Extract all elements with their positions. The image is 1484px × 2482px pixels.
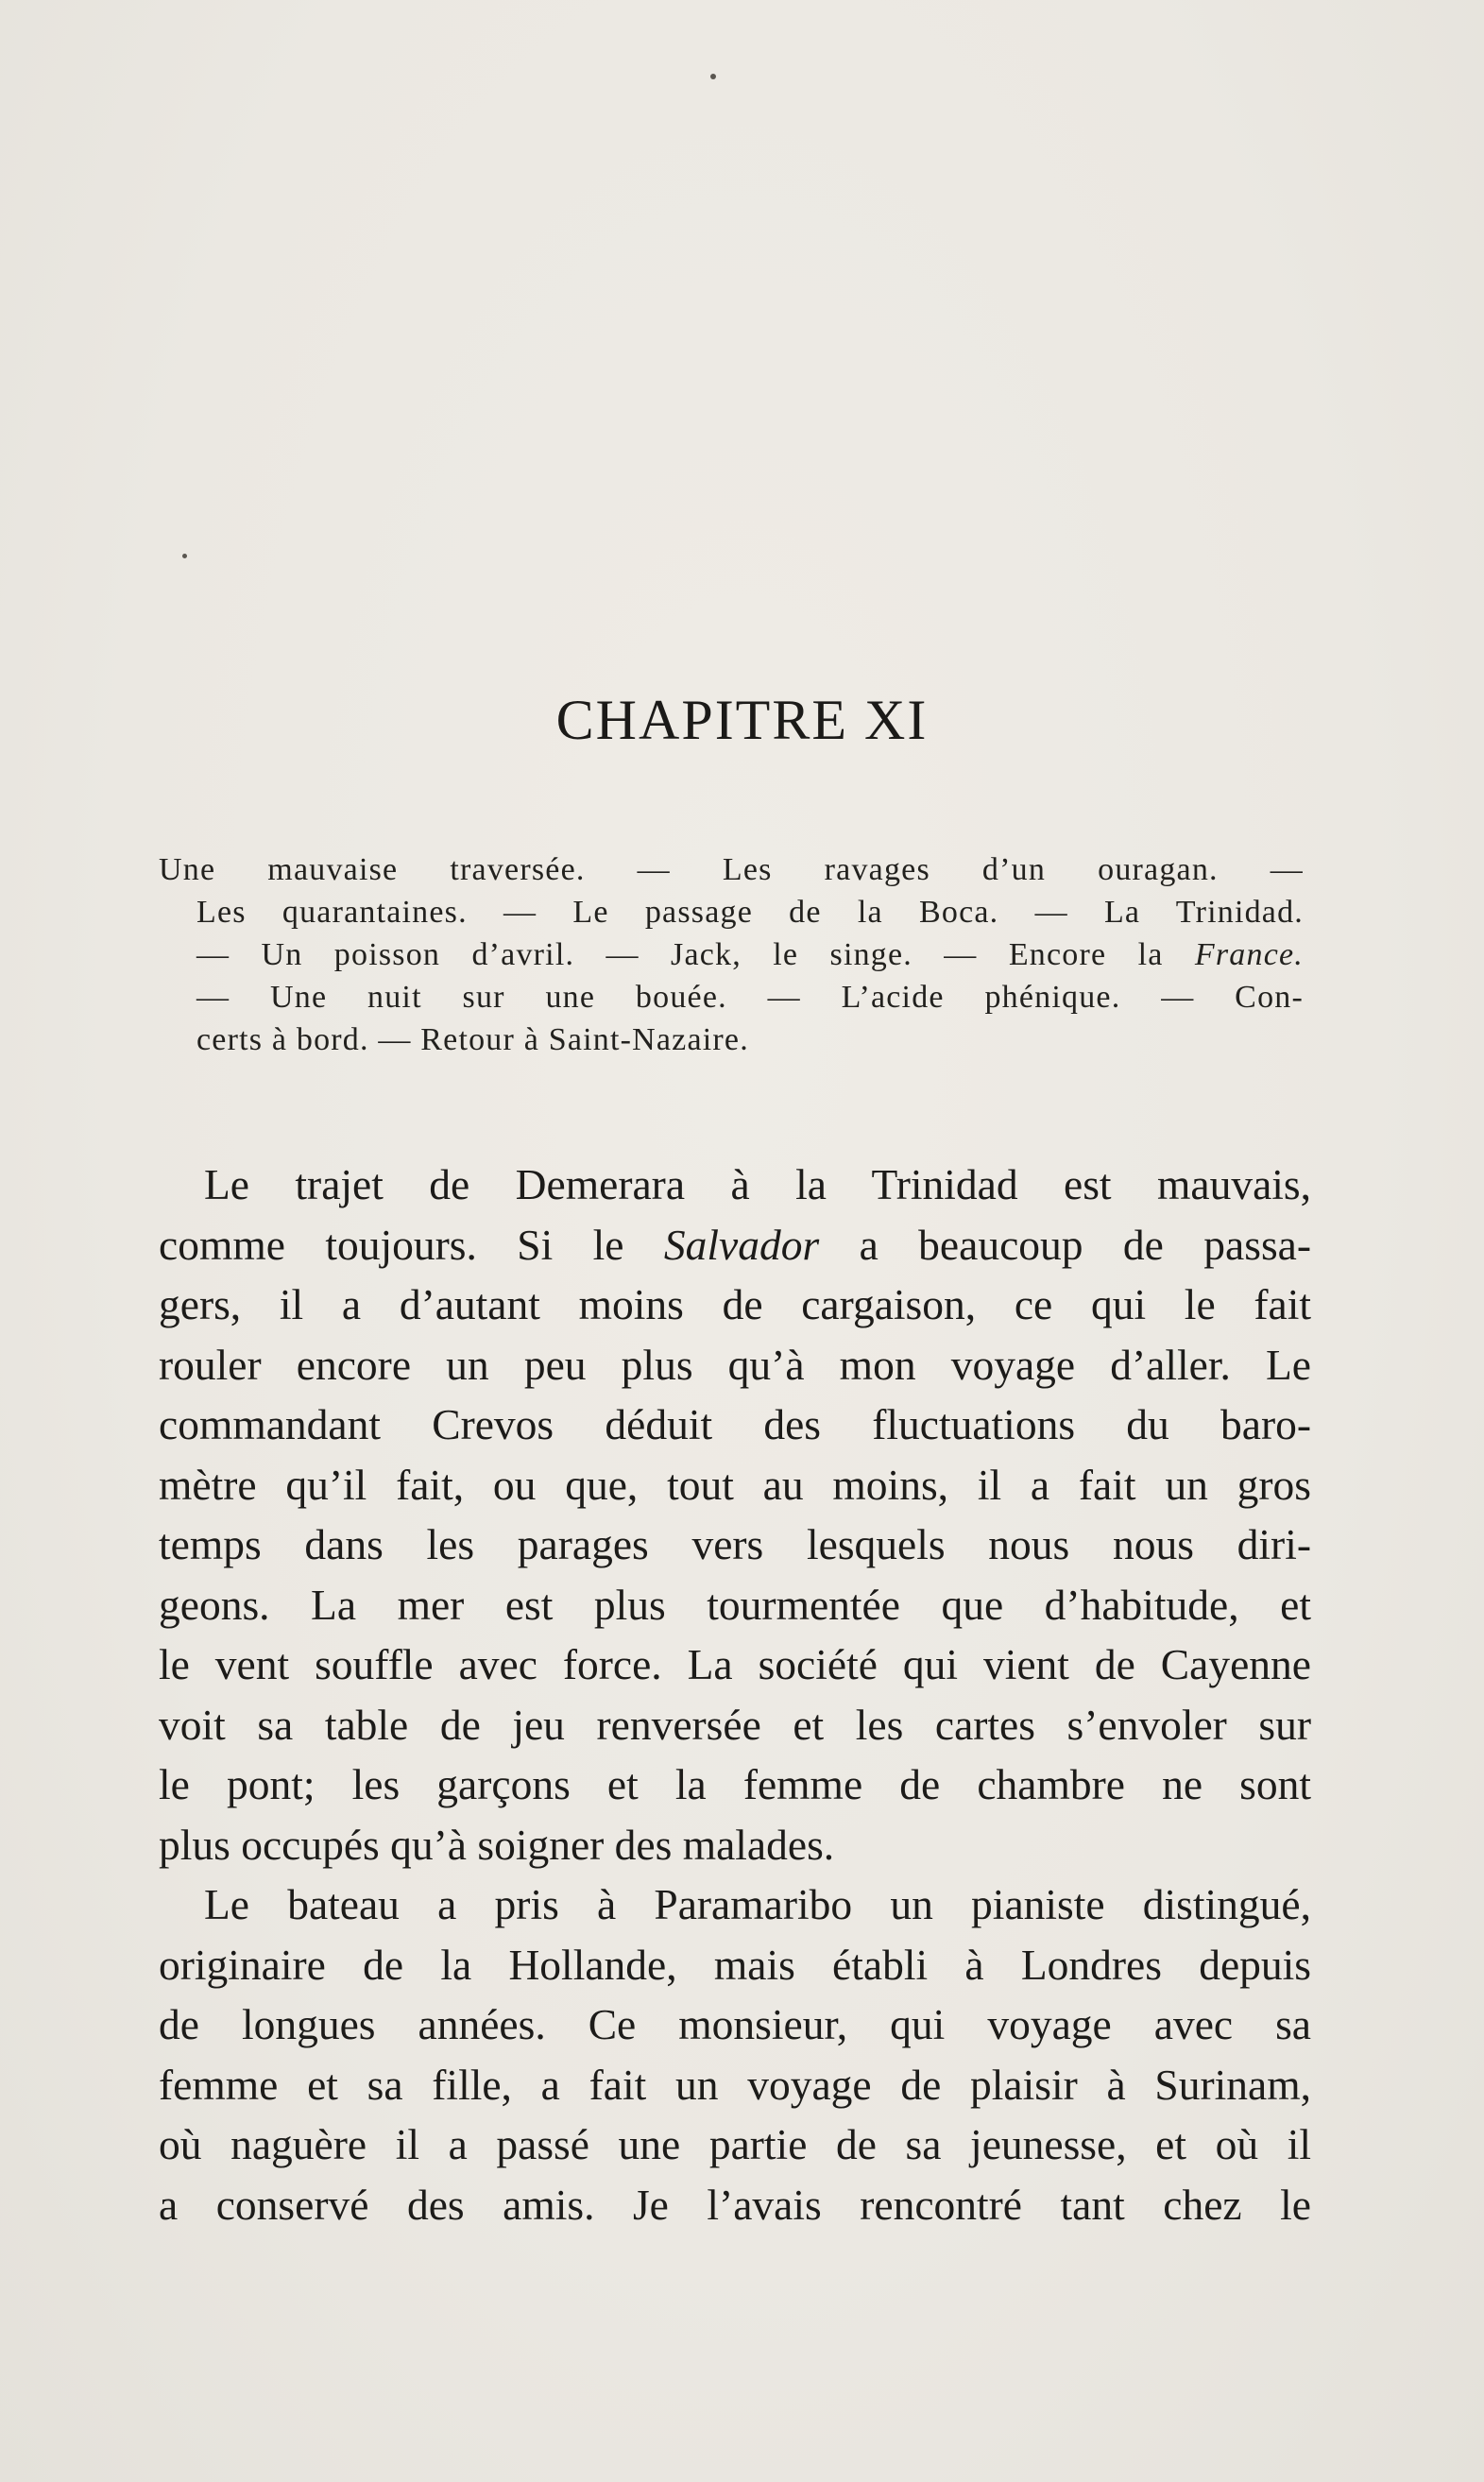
body-line: Le bateau a pris à Paramaribo un pianiste distingué,	[204, 1880, 1311, 1928]
summary-line: certs à bord. — Retour à Saint-Nazaire.	[196, 1022, 749, 1057]
ink-speck	[710, 74, 716, 79]
chapter-title: CHAPITRE XI	[555, 689, 929, 751]
ink-speck	[182, 554, 187, 558]
body-line: mètre qu’il fait, ou que, tout au moins, il a fait un gros	[159, 1460, 1311, 1509]
body-line-text: a beaucoup de passa-	[819, 1220, 1311, 1269]
body-line: le pont; les garçons et la femme de chambre ne sont	[159, 1760, 1311, 1808]
body-line: où naguère il a passé une partie de sa jeunesse, et où il	[159, 2120, 1311, 2168]
body-italic-salvador: Salvador	[663, 1220, 820, 1269]
body-line: le vent souffle avec force. La société qui vient de Cayenne	[159, 1640, 1311, 1688]
chapter-summary	[159, 848, 1304, 1061]
body-text	[159, 1155, 1311, 2234]
summary-line: Une mauvaise traversée. — Les ravages d’un ouragan. —	[159, 852, 1304, 887]
body-line: femme et sa fille, a fait un voyage de plaisir à Surinam,	[159, 2060, 1311, 2109]
body-line: a conservé des amis. Je l’avais rencontré tant chez le	[159, 2180, 1311, 2229]
body-line: rouler encore un peu plus qu’à mon voyage d’aller. Le	[159, 1340, 1311, 1389]
body-line: de longues années. Ce monsieur, qui voyage avec sa	[159, 2000, 1311, 2048]
body-line: temps dans les parages vers lesquels nous nous diri-	[159, 1520, 1311, 1568]
summary-line	[159, 933, 1304, 976]
body-line: Le trajet de Demerara à la Trinidad est mauvais,	[204, 1160, 1311, 1208]
body-line: originaire de la Hollande, mais établi à Londres depuis	[159, 1940, 1311, 1989]
body-line: voit sa table de jeu renversée et les cartes s’envoler sur	[159, 1700, 1311, 1749]
body-line: commandant Crevos déduit des fluctuations du baro-	[159, 1400, 1311, 1448]
summary-italic-france: France.	[1194, 937, 1304, 972]
body-line	[159, 1215, 1311, 1275]
summary-line: — Une nuit sur une bouée. — L’acide phénique. — Con-	[196, 980, 1304, 1015]
body-line-text: comme toujours. Si le	[159, 1220, 664, 1269]
body-line: gers, il a d’autant moins de cargaison, ce qui le fait	[159, 1280, 1311, 1328]
summary-line-text: — Un poisson d’avril. — Jack, le singe. — Encore la	[196, 937, 1195, 972]
summary-line: Les quarantaines. — Le passage de la Boca. — La Trinidad.	[196, 895, 1304, 930]
body-line: geons. La mer est plus tourmentée que d’habitude, et	[159, 1580, 1311, 1629]
body-line: plus occupés qu’à soigner des malades.	[159, 1820, 835, 1869]
